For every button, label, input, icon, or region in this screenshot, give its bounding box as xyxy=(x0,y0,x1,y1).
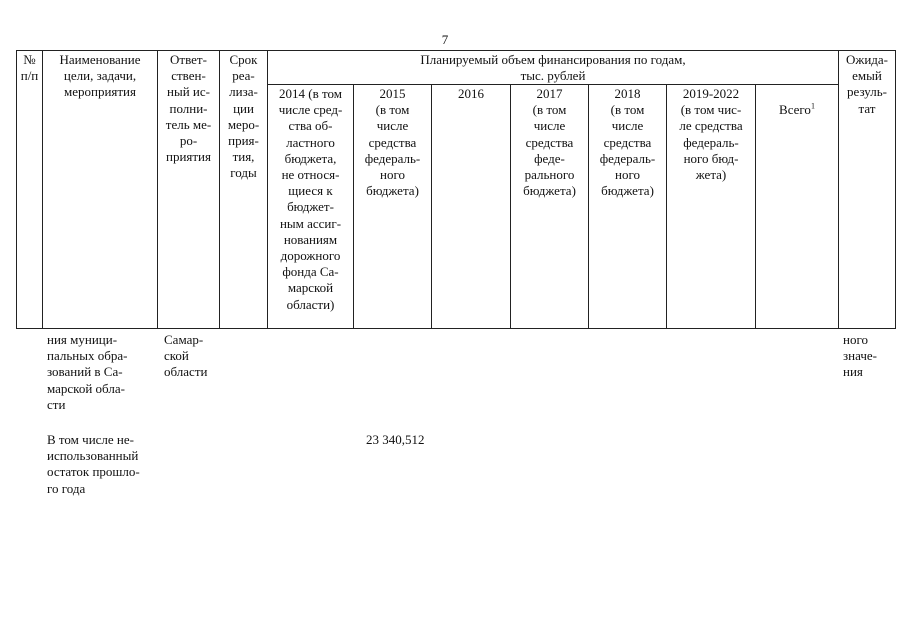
table-header-bottom-border xyxy=(16,328,896,329)
header-year-2018: 2018 (в том числе средства федераль- ного бюджета) xyxy=(599,86,656,199)
header-year-2015: 2015 (в том числе средства федераль- ного бюджета) xyxy=(364,86,421,199)
header-name: Наименование цели, задачи, мероприятия xyxy=(59,52,141,100)
header-funding-group: Планируемый объем финансирования по годам, тыс. рублей xyxy=(420,52,686,84)
row-responsible: Самар- ской области xyxy=(164,332,208,380)
header-num: № п/п xyxy=(20,52,39,84)
header-total-label: Всего xyxy=(779,102,811,118)
header-responsible: Ответ- ствен- ный ис- полни- тель ме- ро- приятия xyxy=(165,52,212,165)
header-period: Срок реа- лиза- ции меро- прия- тия, годы xyxy=(227,52,260,181)
header-year-2017: 2017 (в том числе средства феде- рального бюджета) xyxy=(523,86,576,199)
header-expected-result: Ожида- емый резуль- тат xyxy=(845,52,889,116)
header-total xyxy=(756,86,838,118)
total-footnote-mark: 1 xyxy=(810,101,815,111)
col-border xyxy=(895,50,896,329)
row-name: ния муници- пальных обра- зований в Са- марской обла- сти xyxy=(47,332,128,412)
page-number: 7 xyxy=(441,32,449,47)
col-border xyxy=(431,84,432,329)
col-border xyxy=(755,84,756,329)
header-year-2016: 2016 xyxy=(458,86,484,101)
col-border xyxy=(16,50,17,329)
row-expected-result: ного значе- ния xyxy=(843,332,877,380)
header-year-2019-2022: 2019-2022 (в том чис- ле средства федераль- ного бюд- жета) xyxy=(679,86,743,183)
table-top-border xyxy=(16,50,896,51)
row-value-2015: 23 340,512 xyxy=(366,432,425,447)
header-year-2014: 2014 (в том числе сред- ства об- ластного бюджета, не относя- щиеся к бюджет- ным ассиг- нованиям дорожного фонда Са- марской области) xyxy=(278,86,343,312)
row-name: В том числе не- использованный остаток прошло- го года xyxy=(47,432,140,496)
